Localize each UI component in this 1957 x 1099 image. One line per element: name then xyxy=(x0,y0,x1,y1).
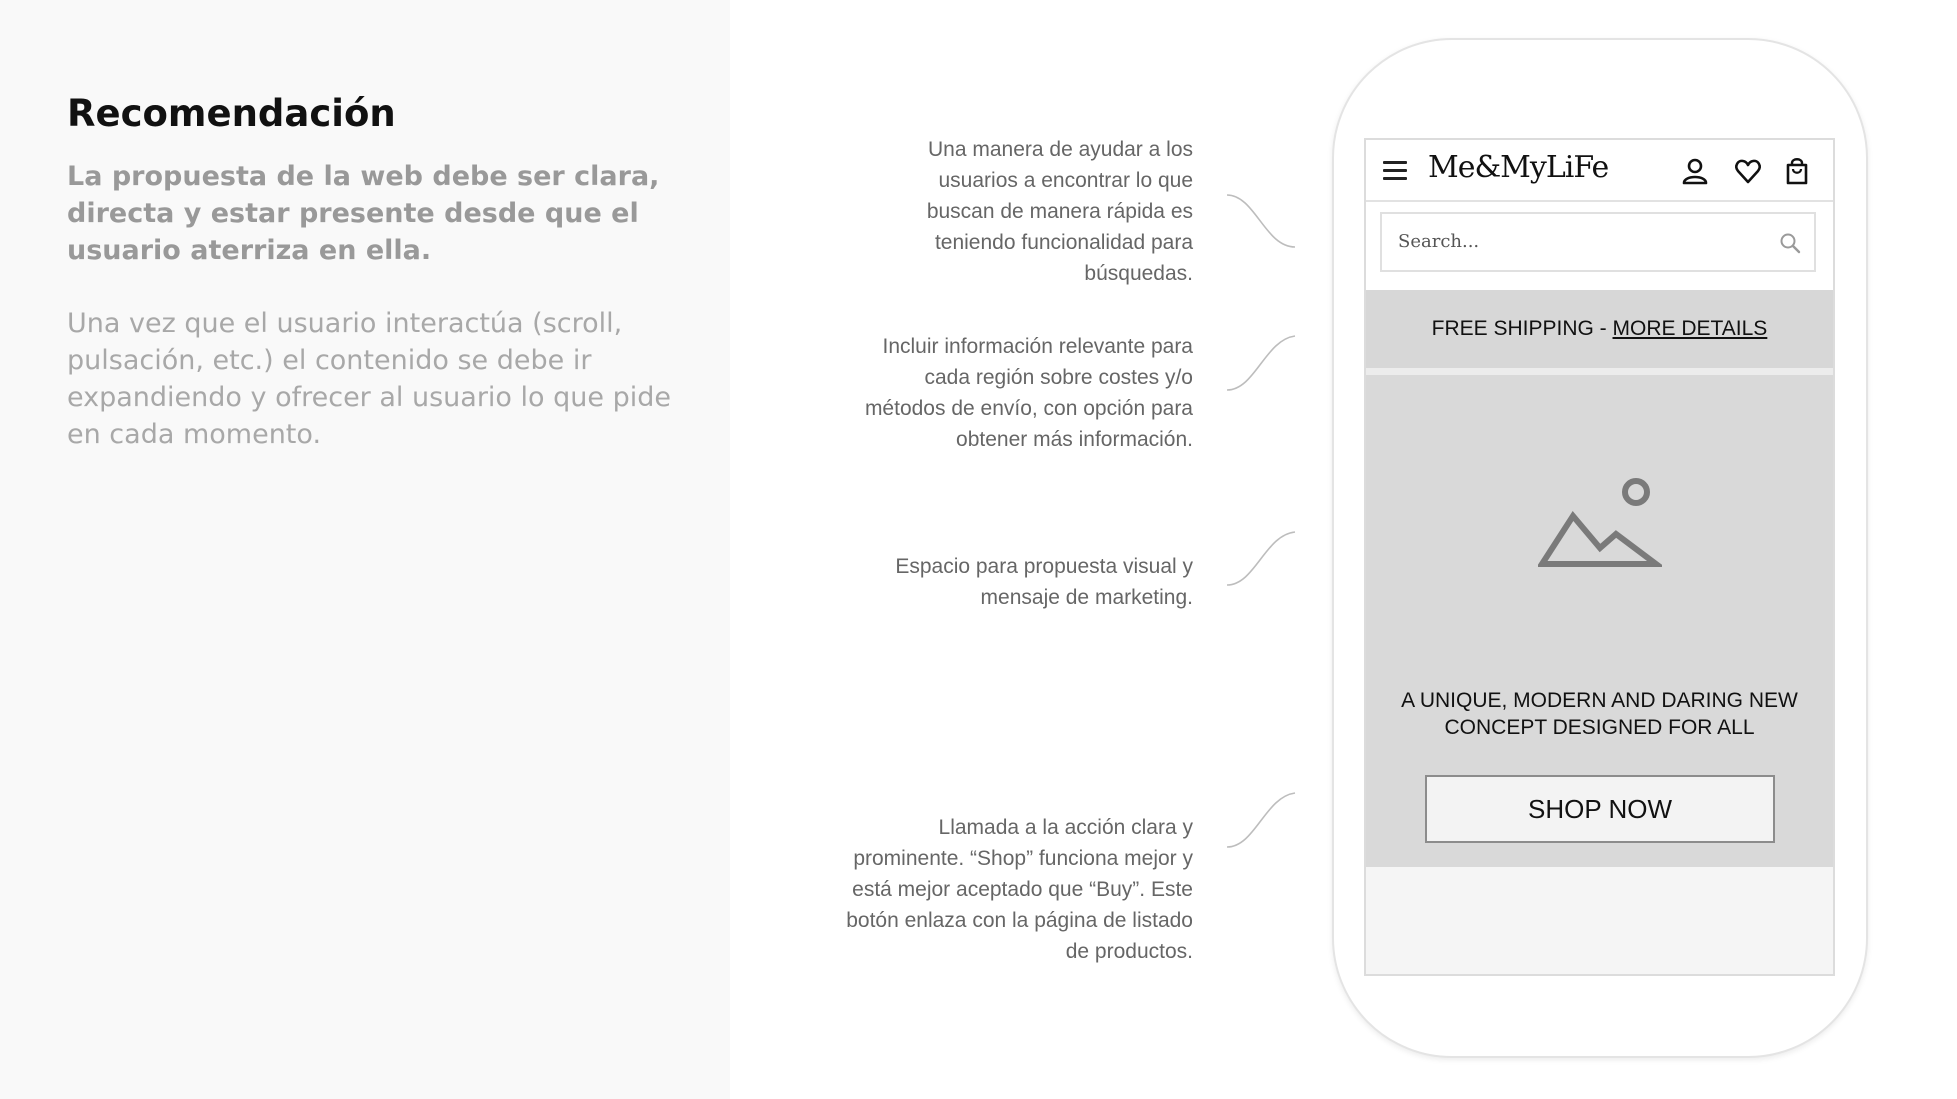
search-box xyxy=(1380,212,1816,272)
search-row xyxy=(1366,202,1833,290)
more-details-link[interactable]: MORE DETAILS xyxy=(1612,317,1768,340)
phone-screen xyxy=(1364,138,1835,976)
hamburger-menu-icon[interactable] xyxy=(1383,161,1407,181)
shipping-text: FREE SHIPPING - xyxy=(1431,317,1613,340)
hero-headline: A UNIQUE, MODERN AND DARING NEW CONCEPT DESIGNED FOR ALL xyxy=(1401,689,1798,739)
search-icon[interactable] xyxy=(1778,231,1802,255)
annotation-cta: Llamada a la acción clara y prominente. “Shop” funciona mejor y está mejor aceptado que “Buy”. Este botón enlaza con la página de listado de productos. xyxy=(846,816,1193,963)
shop-now-button[interactable]: SHOP NOW xyxy=(1425,775,1775,843)
connector-shipping xyxy=(1227,336,1295,390)
shipping-banner xyxy=(1366,290,1833,375)
annotation-search: Una manera de ayudar a los usuarios a encontrar lo que buscan de manera rápida es teniendo funcionalidad para búsquedas. xyxy=(926,138,1193,285)
annotation-connectors xyxy=(1225,180,1305,860)
recommendation-body: Una vez que el usuario interactúa (scroll, pulsación, etc.) el contenido se debe ir expandiendo y ofrecer al usuario lo que pide en cada momento. xyxy=(67,308,671,450)
recommendation-title: Recomendación xyxy=(67,92,396,135)
recommendation-lead: La propuesta de la web debe ser clara, directa y estar presente desde que el usuario aterriza en ella. xyxy=(67,161,660,266)
connector-hero xyxy=(1227,532,1295,585)
heart-icon[interactable] xyxy=(1733,156,1763,186)
connector-search xyxy=(1227,195,1295,247)
shopping-bag-icon[interactable] xyxy=(1782,156,1812,186)
top-navigation-bar xyxy=(1366,140,1833,202)
hero-banner xyxy=(1366,375,1833,867)
image-placeholder-icon xyxy=(1538,476,1662,568)
user-icon[interactable] xyxy=(1680,156,1710,186)
annotation-shipping: Incluir información relevante para cada región sobre costes y/o métodos de envío, con opción para obtener más información. xyxy=(864,335,1193,451)
search-input[interactable] xyxy=(1398,231,1758,252)
connector-cta xyxy=(1227,793,1295,847)
annotation-hero: Espacio para propuesta visual y mensaje de marketing. xyxy=(895,555,1193,609)
brand-logo[interactable]: Me&MyLiFe xyxy=(1428,150,1609,185)
